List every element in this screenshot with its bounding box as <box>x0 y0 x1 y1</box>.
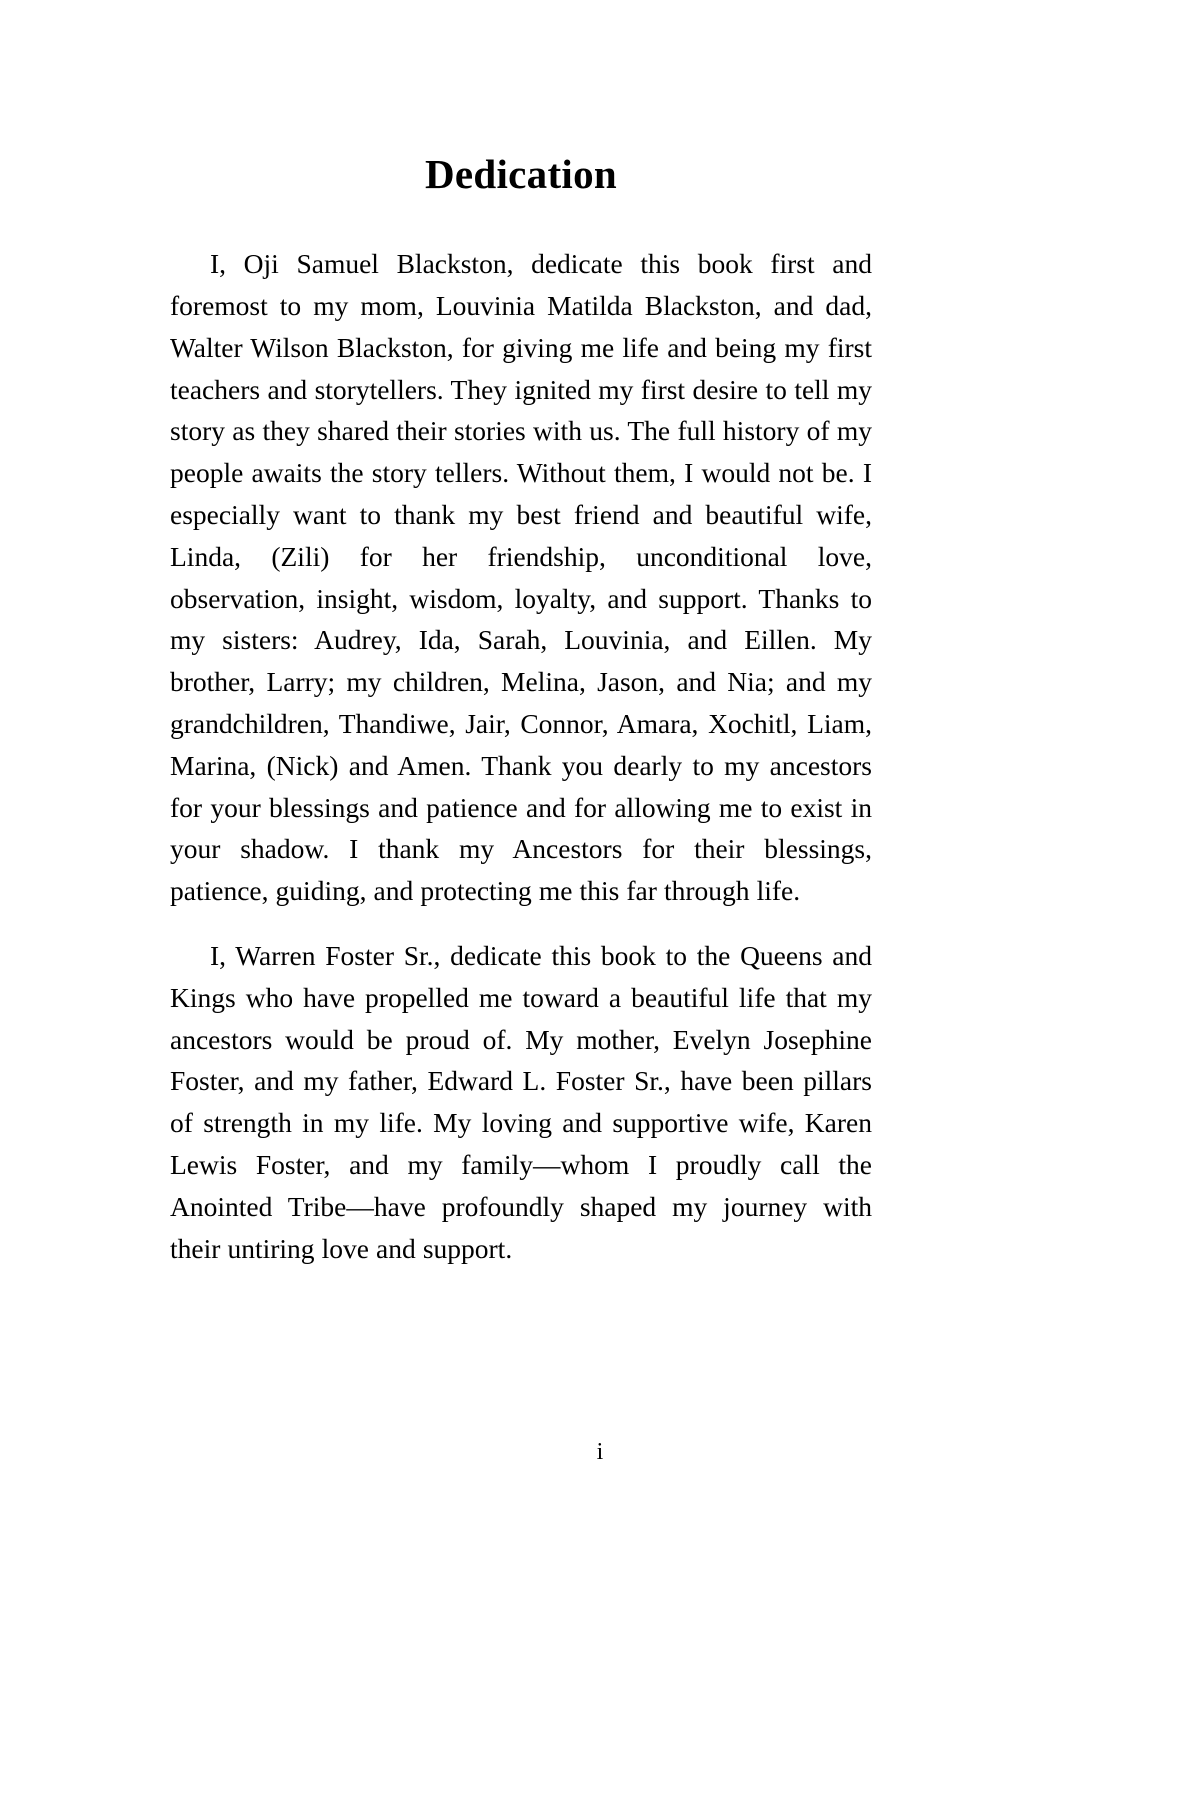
page-content <box>170 150 872 1269</box>
page-title: Dedication <box>424 151 618 197</box>
dedication-paragraph-foster: I, Warren Foster Sr., dedicate this book to the Queens and Kings who have propelled me toward a beautiful life that my ancestors would be proud of. My mother, Evelyn Josephine Foster, and my father, Edward L. Foster Sr., have been pillars of strength in my life. My loving and supportive wife, Karen Lewis Foster, and my family—whom I proudly call the Anointed Tribe—have profoundly shaped my journey with their untiring love and support. <box>170 939 872 1264</box>
page-number: i <box>596 1439 604 1465</box>
dedication-paragraph-blackston: I, Oji Samuel Blackston, dedicate this book first and foremost to my mom, Louvinia Matilda Blackston, and dad, Walter Wilson Blackston, for giving me life and being my first teachers and storytellers. They ignited my first desire to tell my story as they shared their stories with us. The full history of my people awaits the story tellers. Without them, I would not be. I especially want to thank my best friend and beautiful wife, Linda, (Zili) for her friendship, unconditional love, observation, insight, wisdom, loyalty, and support. Thanks to my sisters: Audrey, Ida, Sarah, Louvinia, and Eillen. My brother, Larry; my children, Melina, Jason, and Nia; and my grandchildren, Thandiwe, Jair, Connor, Amara, Xochitl, Liam, Marina, (Nick) and Amen. Thank you dearly to my ancestors for your blessings and patience and for allowing me to exist in your shadow. I thank my Ancestors for their blessings, patience, guiding, and protecting me this far through life. <box>170 248 872 907</box>
